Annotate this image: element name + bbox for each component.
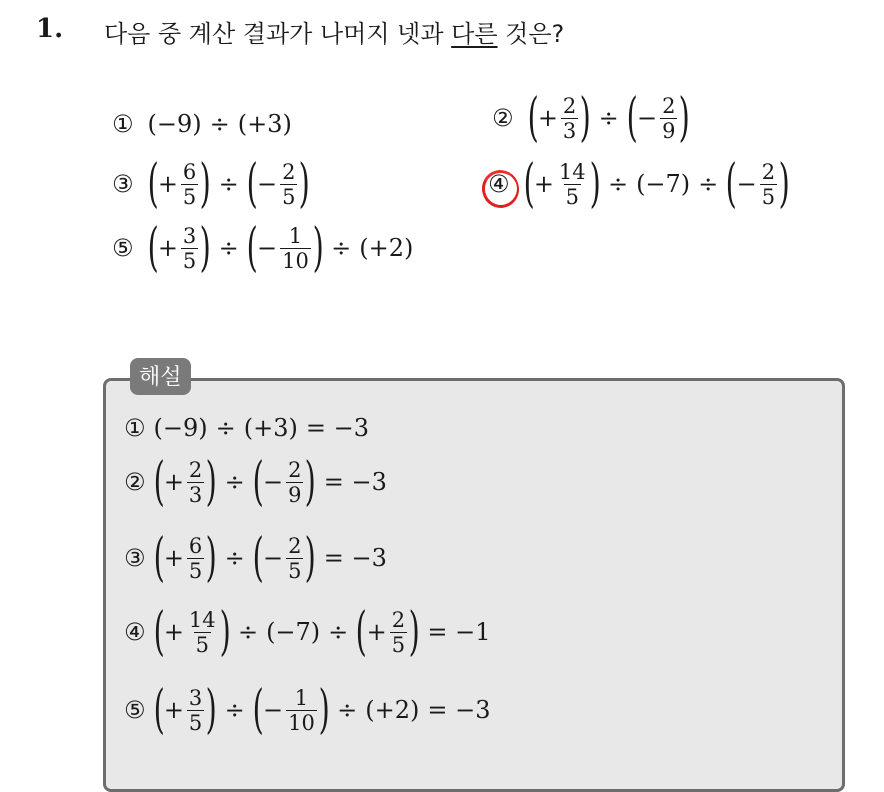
- solution-1: ① (−9) ÷ (+3) = −3: [124, 414, 369, 442]
- solution-result: = −3: [305, 414, 369, 442]
- question-text: 다음 중 계산 결과가 나머지 넷과 다른 것은?: [104, 20, 565, 48]
- choice-4[interactable]: ④ ( + $\frac{14}{5}$ ) ÷ (−7) ÷ ( − $\frac{2}{5}$ ): [488, 154, 790, 214]
- solution-3: ③ ( + $\frac{6}{5}$ ) ÷ ( − $\frac{2}{5}$ ) = −3: [124, 528, 387, 588]
- choice-2[interactable]: ② ( + $\frac{2}{3}$ ) ÷ ( − $\frac{2}{9}$ ): [492, 88, 691, 148]
- solution-4: ④ ( + $\frac{14}{5}$ ) ÷ (−7) ÷ ( + $\frac{2}{5}$ ) = −1: [124, 602, 491, 662]
- choice-label: ⑤: [112, 234, 134, 262]
- solution-result: = −3: [323, 468, 387, 496]
- solution-result: = −1: [427, 618, 491, 646]
- fraction: $\frac{2}{5}$: [288, 533, 302, 583]
- fraction: $\frac{2}{3}$: [188, 457, 203, 507]
- fraction: $\frac{3}{5}$: [182, 223, 197, 273]
- fraction: $\frac{2}{9}$: [662, 93, 676, 143]
- fraction: $\frac{6}{5}$: [182, 159, 197, 209]
- fraction: $\frac{6}{5}$: [188, 533, 203, 583]
- fraction: $\frac{2}{5}$: [391, 607, 406, 657]
- explanation-tag: 해설: [130, 358, 191, 395]
- solution-result: = −3: [323, 544, 387, 572]
- fraction: $\frac{2}{5}$: [761, 159, 776, 209]
- solution-result: = −3: [427, 696, 491, 724]
- fraction: $\frac{3}{5}$: [188, 685, 203, 735]
- fraction: $\frac{1}{10}$: [282, 223, 309, 273]
- choice-label: ③: [112, 170, 134, 198]
- fraction: $\frac{1}{10}$: [288, 685, 315, 735]
- choice-label: ②: [492, 104, 514, 132]
- underlined-word: 다른: [451, 20, 498, 48]
- choice-5[interactable]: ⑤ ( + $\frac{3}{5}$ ) ÷ ( − $\frac{1}{10}$ ) ÷ (+2): [112, 218, 414, 278]
- choice-label: ①: [112, 110, 134, 138]
- choice-label: ④: [488, 170, 510, 198]
- solution-5: ⑤ ( + $\frac{3}{5}$ ) ÷ ( − $\frac{1}{10}$ ) ÷ (+2) = −3: [124, 680, 491, 740]
- question-number: 1.: [36, 14, 64, 44]
- fraction: $\frac{14}{5}$: [558, 159, 586, 209]
- fraction: $\frac{2}{9}$: [288, 457, 302, 507]
- fraction: $\frac{14}{5}$: [188, 607, 216, 657]
- fraction: $\frac{2}{5}$: [282, 159, 296, 209]
- choice-1[interactable]: ① (−9) ÷ (+3): [112, 110, 292, 138]
- solution-2: ② ( + $\frac{2}{3}$ ) ÷ ( − $\frac{2}{9}$ ) = −3: [124, 452, 387, 512]
- fraction: $\frac{2}{3}$: [562, 93, 577, 143]
- choice-3[interactable]: ③ ( + $\frac{6}{5}$ ) ÷ ( − $\frac{2}{5}$ ): [112, 154, 311, 214]
